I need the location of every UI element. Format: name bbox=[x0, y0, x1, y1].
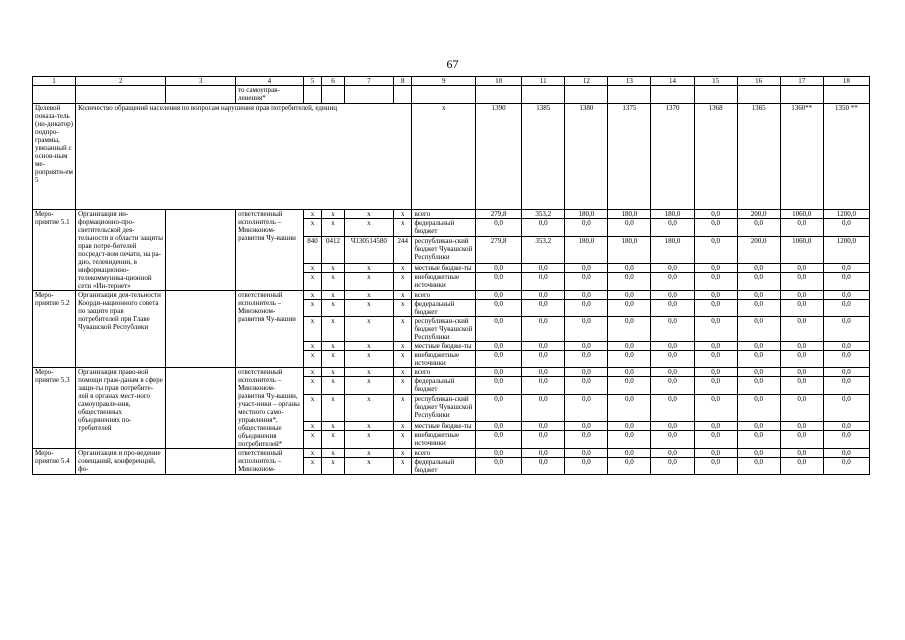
funding-value: 0,0 bbox=[737, 421, 780, 430]
funding-value: 0,0 bbox=[565, 368, 608, 377]
continued-executor: то самоуправ-ленения* bbox=[236, 86, 304, 104]
indicator-value: 1385 bbox=[522, 104, 565, 210]
budget-code: x bbox=[344, 395, 393, 421]
funding-value: 0,0 bbox=[780, 395, 823, 421]
funding-source: всего bbox=[412, 449, 476, 458]
funding-row bbox=[33, 210, 870, 219]
funding-value: 0,0 bbox=[780, 431, 823, 449]
column-number: 16 bbox=[737, 77, 780, 86]
budget-code: x bbox=[322, 449, 345, 458]
budget-code: x bbox=[394, 421, 412, 430]
funding-value: 0,0 bbox=[694, 263, 737, 272]
funding-row bbox=[33, 291, 870, 300]
funding-value: 0,0 bbox=[823, 219, 869, 237]
funding-value: 0,0 bbox=[694, 210, 737, 219]
funding-source: федеральный бюджет bbox=[412, 300, 476, 317]
funding-source: местные бюдже-ты bbox=[412, 263, 476, 272]
funding-value: 0,0 bbox=[476, 351, 522, 368]
funding-value: 0,0 bbox=[737, 377, 780, 395]
funding-value: 0,0 bbox=[565, 351, 608, 368]
budget-code: x bbox=[344, 421, 393, 430]
budget-code: x bbox=[322, 263, 345, 272]
funding-value: 0,0 bbox=[737, 263, 780, 272]
funding-value: 0,0 bbox=[780, 368, 823, 377]
continuation-row bbox=[33, 86, 870, 104]
budget-code: x bbox=[322, 317, 345, 342]
funding-value: 0,0 bbox=[565, 273, 608, 291]
budget-code: 840 bbox=[303, 237, 321, 263]
page-number: 67 bbox=[446, 57, 459, 71]
funding-value: 0,0 bbox=[780, 449, 823, 458]
indicator-value: 1350 ** bbox=[823, 104, 869, 210]
measure-label: Меро-приятие 5.2 bbox=[33, 291, 76, 368]
funding-value: 0,0 bbox=[780, 458, 823, 475]
funding-value: 0,0 bbox=[780, 342, 823, 351]
funding-source: федеральный бюджет bbox=[412, 377, 476, 395]
column-number: 17 bbox=[780, 77, 823, 86]
budget-code: x bbox=[344, 377, 393, 395]
budget-code: x bbox=[303, 377, 321, 395]
column-number: 4 bbox=[236, 77, 304, 86]
funding-value: 0,0 bbox=[608, 449, 651, 458]
funding-value: 0,0 bbox=[608, 395, 651, 421]
budget-code: x bbox=[322, 431, 345, 449]
budget-code: x bbox=[344, 210, 393, 219]
budget-code: x bbox=[322, 377, 345, 395]
funding-value: 200,0 bbox=[737, 237, 780, 263]
funding-value: 0,0 bbox=[476, 458, 522, 475]
funding-value: 0,0 bbox=[522, 317, 565, 342]
measure-executor: ответственный исполнитель – Минэконом- bbox=[236, 449, 304, 475]
funding-value: 180,0 bbox=[651, 210, 694, 219]
funding-value: 0,0 bbox=[694, 368, 737, 377]
budget-code: x bbox=[344, 351, 393, 368]
funding-value: 0,0 bbox=[694, 351, 737, 368]
funding-value: 180,0 bbox=[565, 210, 608, 219]
budget-code: x bbox=[322, 421, 345, 430]
funding-value: 0,0 bbox=[476, 291, 522, 300]
funding-value: 0,0 bbox=[651, 449, 694, 458]
budget-code: x bbox=[394, 263, 412, 272]
budget-code: x bbox=[344, 300, 393, 317]
indicator-value: 1360** bbox=[780, 104, 823, 210]
funding-value: 0,0 bbox=[608, 300, 651, 317]
budget-code: x bbox=[303, 342, 321, 351]
funding-value: 0,0 bbox=[565, 449, 608, 458]
measure-label: Меро-приятие 5.4 bbox=[33, 449, 76, 475]
column-number: 15 bbox=[694, 77, 737, 86]
budget-code: x bbox=[344, 342, 393, 351]
budget-code: x bbox=[394, 342, 412, 351]
funding-value: 0,0 bbox=[694, 421, 737, 430]
funding-value: 0,0 bbox=[522, 273, 565, 291]
funding-value: 0,0 bbox=[608, 342, 651, 351]
budget-code: x bbox=[344, 458, 393, 475]
funding-value: 0,0 bbox=[522, 431, 565, 449]
funding-value: 0,0 bbox=[651, 291, 694, 300]
funding-value: 180,0 bbox=[608, 237, 651, 263]
funding-value: 0,0 bbox=[476, 342, 522, 351]
funding-value: 0,0 bbox=[823, 317, 869, 342]
funding-value: 0,0 bbox=[694, 449, 737, 458]
column-number: 5 bbox=[303, 77, 321, 86]
funding-value: 0,0 bbox=[651, 458, 694, 475]
indicator-value: 1380 bbox=[565, 104, 608, 210]
funding-value: 0,0 bbox=[651, 342, 694, 351]
funding-value: 0,0 bbox=[694, 431, 737, 449]
budget-code: x bbox=[394, 458, 412, 475]
indicator-value: 1368 bbox=[694, 104, 737, 210]
funding-value: 180,0 bbox=[565, 237, 608, 263]
funding-value: 0,0 bbox=[565, 377, 608, 395]
column-number: 18 bbox=[823, 77, 869, 86]
funding-value: 1060,0 bbox=[780, 210, 823, 219]
funding-value: 0,0 bbox=[608, 273, 651, 291]
funding-value: 0,0 bbox=[565, 342, 608, 351]
funding-value: 0,0 bbox=[737, 317, 780, 342]
measure-label: Меро-приятие 5.3 bbox=[33, 368, 76, 449]
column-number: 2 bbox=[76, 77, 166, 86]
funding-value: 0,0 bbox=[737, 431, 780, 449]
budget-code: x bbox=[322, 273, 345, 291]
funding-value: 0,0 bbox=[823, 351, 869, 368]
funding-value: 279,8 bbox=[476, 210, 522, 219]
funding-value: 0,0 bbox=[823, 263, 869, 272]
funding-value: 0,0 bbox=[565, 219, 608, 237]
measure-col3 bbox=[166, 449, 236, 475]
budget-code: x bbox=[303, 273, 321, 291]
column-number: 3 bbox=[166, 77, 236, 86]
funding-value: 0,0 bbox=[651, 219, 694, 237]
funding-value: 0,0 bbox=[737, 342, 780, 351]
budget-code: x bbox=[394, 449, 412, 458]
budget-code: x bbox=[344, 368, 393, 377]
budget-code: x bbox=[322, 342, 345, 351]
funding-value: 0,0 bbox=[565, 395, 608, 421]
funding-value: 0,0 bbox=[694, 317, 737, 342]
funding-value: 0,0 bbox=[608, 377, 651, 395]
budget-code: x bbox=[394, 368, 412, 377]
funding-value: 0,0 bbox=[780, 421, 823, 430]
funding-source: федеральный бюджет bbox=[412, 458, 476, 475]
measure-label: Меро-приятие 5.1 bbox=[33, 210, 76, 291]
funding-value: 0,0 bbox=[780, 300, 823, 317]
budget-code: x bbox=[303, 458, 321, 475]
funding-value: 1200,0 bbox=[823, 210, 869, 219]
funding-value: 0,0 bbox=[565, 317, 608, 342]
column-number: 1 bbox=[33, 77, 76, 86]
budget-code: x bbox=[394, 300, 412, 317]
funding-source: всего bbox=[412, 210, 476, 219]
funding-value: 0,0 bbox=[476, 263, 522, 272]
budget-code: x bbox=[322, 219, 345, 237]
budget-code: x bbox=[303, 431, 321, 449]
indicator-description: Количество обращений населения по вопросам нарушения прав потребителей, единиц bbox=[76, 104, 412, 210]
funding-value: 0,0 bbox=[737, 449, 780, 458]
budget-code: x bbox=[322, 351, 345, 368]
budget-code: x bbox=[394, 210, 412, 219]
column-number: 12 bbox=[565, 77, 608, 86]
funding-value: 0,0 bbox=[522, 421, 565, 430]
funding-value: 0,0 bbox=[780, 317, 823, 342]
funding-value: 0,0 bbox=[780, 219, 823, 237]
indicator-value: 1370 bbox=[651, 104, 694, 210]
funding-value: 0,0 bbox=[522, 368, 565, 377]
funding-row bbox=[33, 368, 870, 377]
budget-code: x bbox=[394, 431, 412, 449]
funding-value: 0,0 bbox=[608, 421, 651, 430]
funding-value: 0,0 bbox=[608, 219, 651, 237]
funding-value: 0,0 bbox=[476, 421, 522, 430]
funding-value: 0,0 bbox=[780, 273, 823, 291]
funding-value: 0,0 bbox=[522, 351, 565, 368]
funding-value: 0,0 bbox=[608, 291, 651, 300]
indicator-row bbox=[33, 104, 870, 210]
budget-code: x bbox=[303, 395, 321, 421]
funding-value: 0,0 bbox=[522, 219, 565, 237]
funding-value: 0,0 bbox=[823, 421, 869, 430]
funding-value: 0,0 bbox=[694, 300, 737, 317]
budget-code: x bbox=[344, 273, 393, 291]
funding-source: внебюджетные источники bbox=[412, 351, 476, 368]
funding-source: республикан-ский бюджет Чувашской Республики bbox=[412, 237, 476, 263]
indicator-value: 1365 bbox=[737, 104, 780, 210]
column-number: 14 bbox=[651, 77, 694, 86]
budget-code: x bbox=[303, 351, 321, 368]
funding-value: 0,0 bbox=[608, 351, 651, 368]
measure-title: Организация ин-формационно-про-светительской дея-тельности в области защиты прав потре-бителей посредст-вом печати, на ра-дио, телевидении, в информационно-телекоммуника-ционной сети «Ин-тернет» bbox=[76, 210, 166, 291]
table-body bbox=[33, 77, 870, 475]
funding-value: 0,0 bbox=[737, 395, 780, 421]
funding-value: 0,0 bbox=[522, 395, 565, 421]
funding-value: 0,0 bbox=[651, 317, 694, 342]
funding-value: 0,0 bbox=[823, 273, 869, 291]
funding-value: 0,0 bbox=[565, 263, 608, 272]
funding-value: 0,0 bbox=[522, 300, 565, 317]
column-number: 6 bbox=[322, 77, 345, 86]
funding-value: 0,0 bbox=[823, 291, 869, 300]
funding-value: 0,0 bbox=[651, 263, 694, 272]
measure-title: Организация и про-ведение совещаний, конференций, фо- bbox=[76, 449, 166, 475]
budget-code: x bbox=[344, 263, 393, 272]
budget-code: x bbox=[344, 431, 393, 449]
budget-code: x bbox=[394, 395, 412, 421]
budget-code: Ч130514580 bbox=[344, 237, 393, 263]
funding-value: 1060,0 bbox=[780, 237, 823, 263]
funding-value: 0,0 bbox=[737, 291, 780, 300]
budget-code: x bbox=[322, 210, 345, 219]
funding-value: 1200,0 bbox=[823, 237, 869, 263]
funding-value: 0,0 bbox=[823, 449, 869, 458]
funding-value: 0,0 bbox=[608, 368, 651, 377]
measure-executor: ответственный исполнитель – Минэконом-развития Чу-вашии bbox=[236, 210, 304, 291]
budget-code: x bbox=[394, 377, 412, 395]
funding-value: 0,0 bbox=[780, 291, 823, 300]
budget-code: x bbox=[322, 395, 345, 421]
funding-value: 0,0 bbox=[823, 377, 869, 395]
funding-value: 0,0 bbox=[522, 263, 565, 272]
funding-value: 0,0 bbox=[476, 273, 522, 291]
funding-value: 0,0 bbox=[823, 431, 869, 449]
funding-value: 180,0 bbox=[651, 237, 694, 263]
funding-value: 0,0 bbox=[522, 291, 565, 300]
indicator-marker: x bbox=[412, 104, 476, 210]
funding-value: 0,0 bbox=[694, 273, 737, 291]
funding-value: 0,0 bbox=[565, 291, 608, 300]
funding-value: 0,0 bbox=[476, 431, 522, 449]
funding-source: федеральный бюджет bbox=[412, 219, 476, 237]
funding-value: 0,0 bbox=[694, 219, 737, 237]
budget-code: x bbox=[303, 317, 321, 342]
column-number: 9 bbox=[412, 77, 476, 86]
funding-source: местные бюдже-ты bbox=[412, 342, 476, 351]
funding-value: 0,0 bbox=[476, 368, 522, 377]
funding-source: республикан-ский бюджет Чувашской Республики bbox=[412, 317, 476, 342]
budget-code: x bbox=[344, 219, 393, 237]
funding-value: 0,0 bbox=[737, 300, 780, 317]
budget-code: x bbox=[394, 351, 412, 368]
funding-value: 0,0 bbox=[476, 377, 522, 395]
funding-value: 0,0 bbox=[651, 273, 694, 291]
funding-value: 0,0 bbox=[651, 431, 694, 449]
funding-value: 0,0 bbox=[522, 342, 565, 351]
funding-row bbox=[33, 449, 870, 458]
funding-value: 0,0 bbox=[651, 377, 694, 395]
funding-value: 0,0 bbox=[476, 317, 522, 342]
funding-value: 0,0 bbox=[608, 431, 651, 449]
funding-value: 353,2 bbox=[522, 237, 565, 263]
measure-title: Организация право-вой помощи граж-данам в сфере защи-ты прав потребите-лей в органах мест-ного самоуправле-ния, общественных объединениях по-требителей bbox=[76, 368, 166, 449]
funding-value: 0,0 bbox=[476, 300, 522, 317]
column-number: 11 bbox=[522, 77, 565, 86]
indicator-value: 1375 bbox=[608, 104, 651, 210]
budget-code: x bbox=[322, 291, 345, 300]
funding-value: 200,0 bbox=[737, 210, 780, 219]
budget-code: x bbox=[344, 291, 393, 300]
budget-code: 244 bbox=[394, 237, 412, 263]
program-table bbox=[32, 76, 870, 475]
budget-code: x bbox=[322, 458, 345, 475]
funding-value: 0,0 bbox=[565, 458, 608, 475]
funding-value: 0,0 bbox=[737, 458, 780, 475]
budget-code: x bbox=[303, 291, 321, 300]
budget-code: x bbox=[394, 291, 412, 300]
column-number: 13 bbox=[608, 77, 651, 86]
indicator-value: 1390 bbox=[476, 104, 522, 210]
column-number: 7 bbox=[344, 77, 393, 86]
funding-value: 180,0 bbox=[608, 210, 651, 219]
funding-value: 0,0 bbox=[694, 458, 737, 475]
budget-code: x bbox=[394, 317, 412, 342]
funding-value: 0,0 bbox=[780, 263, 823, 272]
budget-code: x bbox=[394, 273, 412, 291]
funding-value: 0,0 bbox=[737, 368, 780, 377]
funding-value: 353,2 bbox=[522, 210, 565, 219]
funding-value: 0,0 bbox=[823, 342, 869, 351]
budget-code: x bbox=[303, 449, 321, 458]
funding-value: 0,0 bbox=[651, 351, 694, 368]
funding-source: местные бюдже-ты bbox=[412, 421, 476, 430]
measure-title: Организация дея-тельности Коорди-национного совета по защите прав потребителей при Главе Чувашской Республики bbox=[76, 291, 166, 368]
funding-source: всего bbox=[412, 368, 476, 377]
measure-col3 bbox=[166, 368, 236, 449]
funding-value: 0,0 bbox=[737, 219, 780, 237]
funding-value: 0,0 bbox=[823, 458, 869, 475]
funding-value: 0,0 bbox=[522, 377, 565, 395]
funding-value: 0,0 bbox=[694, 377, 737, 395]
funding-value: 279,8 bbox=[476, 237, 522, 263]
budget-code: x bbox=[303, 210, 321, 219]
budget-code: 0412 bbox=[322, 237, 345, 263]
funding-value: 0,0 bbox=[608, 458, 651, 475]
budget-code: x bbox=[303, 368, 321, 377]
funding-value: 0,0 bbox=[476, 449, 522, 458]
budget-code: x bbox=[322, 300, 345, 317]
funding-value: 0,0 bbox=[522, 449, 565, 458]
funding-value: 0,0 bbox=[476, 219, 522, 237]
funding-value: 0,0 bbox=[651, 368, 694, 377]
measure-col3 bbox=[166, 210, 236, 291]
column-number: 8 bbox=[394, 77, 412, 86]
funding-value: 0,0 bbox=[737, 351, 780, 368]
funding-value: 0,0 bbox=[651, 421, 694, 430]
funding-value: 0,0 bbox=[608, 263, 651, 272]
measure-executor: ответственный исполнитель – Минэконом-развития Чу-вашии bbox=[236, 291, 304, 368]
funding-value: 0,0 bbox=[608, 317, 651, 342]
budget-code: x bbox=[303, 300, 321, 317]
funding-value: 0,0 bbox=[737, 273, 780, 291]
funding-source: внебюджетные источники bbox=[412, 431, 476, 449]
budget-code: x bbox=[303, 421, 321, 430]
funding-value: 0,0 bbox=[476, 395, 522, 421]
funding-value: 0,0 bbox=[823, 300, 869, 317]
budget-code: x bbox=[303, 219, 321, 237]
budget-code: x bbox=[303, 263, 321, 272]
budget-code: x bbox=[344, 317, 393, 342]
funding-source: республикан-ский бюджет Чувашской Республики bbox=[412, 395, 476, 421]
funding-value: 0,0 bbox=[823, 395, 869, 421]
budget-code: x bbox=[394, 219, 412, 237]
funding-value: 0,0 bbox=[780, 377, 823, 395]
funding-source: внебюджетные источники bbox=[412, 273, 476, 291]
funding-value: 0,0 bbox=[694, 395, 737, 421]
funding-value: 0,0 bbox=[565, 300, 608, 317]
funding-value: 0,0 bbox=[565, 421, 608, 430]
indicator-label: Целевой показа-тель (ин-дикатор) подпро-граммы, увязанный с основ-ным ме-роприяти-ем 5 bbox=[33, 104, 76, 210]
funding-value: 0,0 bbox=[694, 291, 737, 300]
funding-value: 0,0 bbox=[694, 237, 737, 263]
funding-value: 0,0 bbox=[823, 368, 869, 377]
measure-col3 bbox=[166, 291, 236, 368]
budget-code: x bbox=[322, 368, 345, 377]
budget-code: x bbox=[344, 449, 393, 458]
funding-value: 0,0 bbox=[694, 342, 737, 351]
column-number-row bbox=[33, 77, 870, 86]
funding-value: 0,0 bbox=[780, 351, 823, 368]
funding-value: 0,0 bbox=[565, 431, 608, 449]
funding-value: 0,0 bbox=[522, 458, 565, 475]
funding-value: 0,0 bbox=[651, 300, 694, 317]
funding-source: всего bbox=[412, 291, 476, 300]
measure-executor: ответственный исполнитель – Минэконом-развития Чу-вашии, участ-ники – органы местного само-управления*, общественные объединения потребителей* bbox=[236, 368, 304, 449]
column-number: 10 bbox=[476, 77, 522, 86]
funding-value: 0,0 bbox=[651, 395, 694, 421]
